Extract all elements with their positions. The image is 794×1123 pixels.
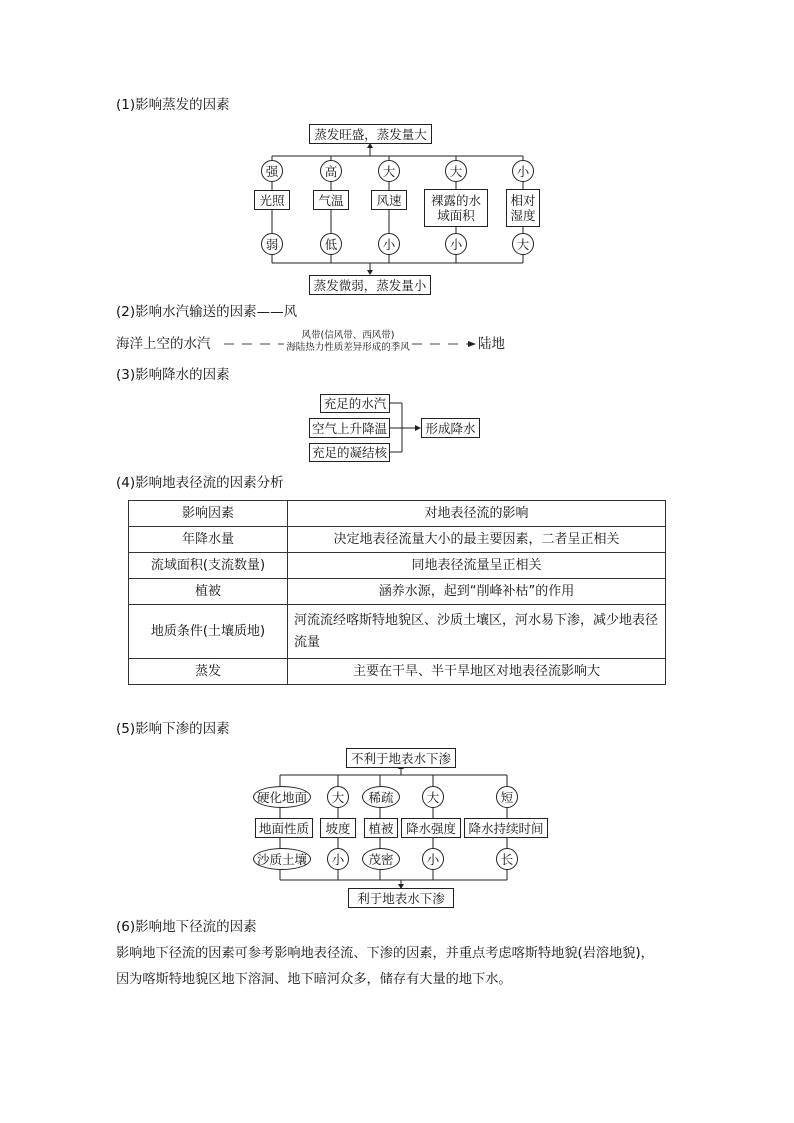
vegetation-dense-ellipse: 茂密 bbox=[362, 848, 400, 870]
hard-ground-ellipse: 硬化地面 bbox=[253, 786, 311, 808]
transport-label-top: 风带(信风带、西风带) bbox=[301, 330, 395, 341]
evaporation-weak-box: 蒸发微弱，蒸发量小 bbox=[309, 275, 431, 295]
temperature-high-circle: 高 bbox=[320, 160, 342, 182]
section-3-heading: (3)影响降水的因素 bbox=[116, 367, 230, 383]
water-area-small-circle: 小 bbox=[445, 233, 467, 255]
table-header: 影响因素 bbox=[129, 501, 288, 527]
water-area-large-circle: 大 bbox=[445, 160, 467, 182]
sunlight-weak-circle: 弱 bbox=[261, 233, 283, 255]
table-cell: 涵养水源，起到“削峰补枯”的作用 bbox=[288, 579, 666, 605]
groundwater-paragraph-line-1: 影响地下径流的因素可参考影响地表径流、下渗的因素，并重点考虑喀斯特地貌(岩溶地貌)， bbox=[116, 946, 654, 961]
transport-label-bottom: 海陆热力性质差异形成的季风 bbox=[286, 342, 410, 353]
factor-water-area: 裸露的水域面积 bbox=[424, 189, 488, 227]
factor-wind-speed: 风速 bbox=[371, 190, 407, 210]
factor-rain-duration: 降水持续时间 bbox=[464, 818, 548, 838]
factor-rain-intensity: 降水强度 bbox=[401, 818, 461, 838]
groundwater-paragraph-line-2: 因为喀斯特地貌区地下溶洞、地下暗河众多，储存有大量的地下水。 bbox=[116, 972, 512, 987]
transport-source: 海洋上空的水汽 bbox=[116, 336, 211, 352]
evaporation-strong-box: 蒸发旺盛，蒸发量大 bbox=[309, 124, 432, 144]
table-cell: 流域面积(支流数量) bbox=[129, 553, 288, 579]
slope-small-circle: 小 bbox=[327, 848, 349, 870]
sandy-soil-ellipse: 沙质土壤 bbox=[253, 848, 311, 870]
factor-humidity: 相对湿度 bbox=[506, 189, 540, 227]
condition-condensation-nuclei: 充足的凝结核 bbox=[309, 443, 390, 462]
table-cell: 地质条件(土壤质地) bbox=[129, 605, 288, 659]
table-cell: 同地表径流量呈正相关 bbox=[288, 553, 666, 579]
table-cell: 年降水量 bbox=[129, 527, 288, 553]
slope-large-circle: 大 bbox=[327, 786, 349, 808]
section-1-heading: (1)影响蒸发的因素 bbox=[116, 97, 230, 113]
table-cell: 河流流经喀斯特地貌区、沙质土壤区，河水易下渗，减少地表径流量 bbox=[288, 605, 666, 659]
transport-target: 陆地 bbox=[478, 336, 505, 352]
factor-temperature: 气温 bbox=[313, 190, 349, 210]
section-5-heading: (5)影响下渗的因素 bbox=[116, 721, 230, 737]
humidity-high-circle: 大 bbox=[512, 233, 534, 255]
wind-speed-low-circle: 小 bbox=[378, 233, 400, 255]
table-cell: 主要在干旱、半干旱地区对地表径流影响大 bbox=[288, 659, 666, 685]
result-precipitation: 形成降水 bbox=[421, 418, 480, 438]
factor-ground-type: 地面性质 bbox=[255, 818, 313, 838]
infiltration-unfavorable-box: 不利于地表水下渗 bbox=[346, 748, 456, 768]
table-header: 对地表径流的影响 bbox=[288, 501, 666, 527]
factor-sunlight: 光照 bbox=[254, 190, 290, 210]
factor-vegetation: 植被 bbox=[364, 818, 398, 838]
condition-moisture: 充足的水汽 bbox=[320, 394, 390, 413]
vegetation-sparse-ellipse: 稀疏 bbox=[362, 786, 400, 808]
temperature-low-circle: 低 bbox=[320, 233, 342, 255]
section-4-heading: (4)影响地表径流的因素分析 bbox=[116, 475, 284, 491]
sunlight-strong-circle: 强 bbox=[261, 160, 283, 182]
humidity-low-circle: 小 bbox=[512, 160, 534, 182]
rain-duration-short-circle: 短 bbox=[496, 786, 518, 808]
condition-rising-air: 空气上升降温 bbox=[309, 418, 390, 438]
section-2-heading: (2)影响水汽输送的因素——风 bbox=[116, 304, 298, 320]
table-cell: 蒸发 bbox=[129, 659, 288, 685]
wind-speed-high-circle: 大 bbox=[378, 160, 400, 182]
rain-intensity-high-circle: 大 bbox=[422, 786, 444, 808]
table-cell: 植被 bbox=[129, 579, 288, 605]
rain-intensity-low-circle: 小 bbox=[422, 848, 444, 870]
infiltration-favorable-box: 利于地表水下渗 bbox=[348, 888, 454, 908]
rain-duration-long-circle: 长 bbox=[496, 848, 518, 870]
table-cell: 决定地表径流量大小的最主要因素，二者呈正相关 bbox=[288, 527, 666, 553]
factor-slope: 坡度 bbox=[320, 818, 356, 838]
section-6-heading: (6)影响地下径流的因素 bbox=[116, 919, 257, 935]
